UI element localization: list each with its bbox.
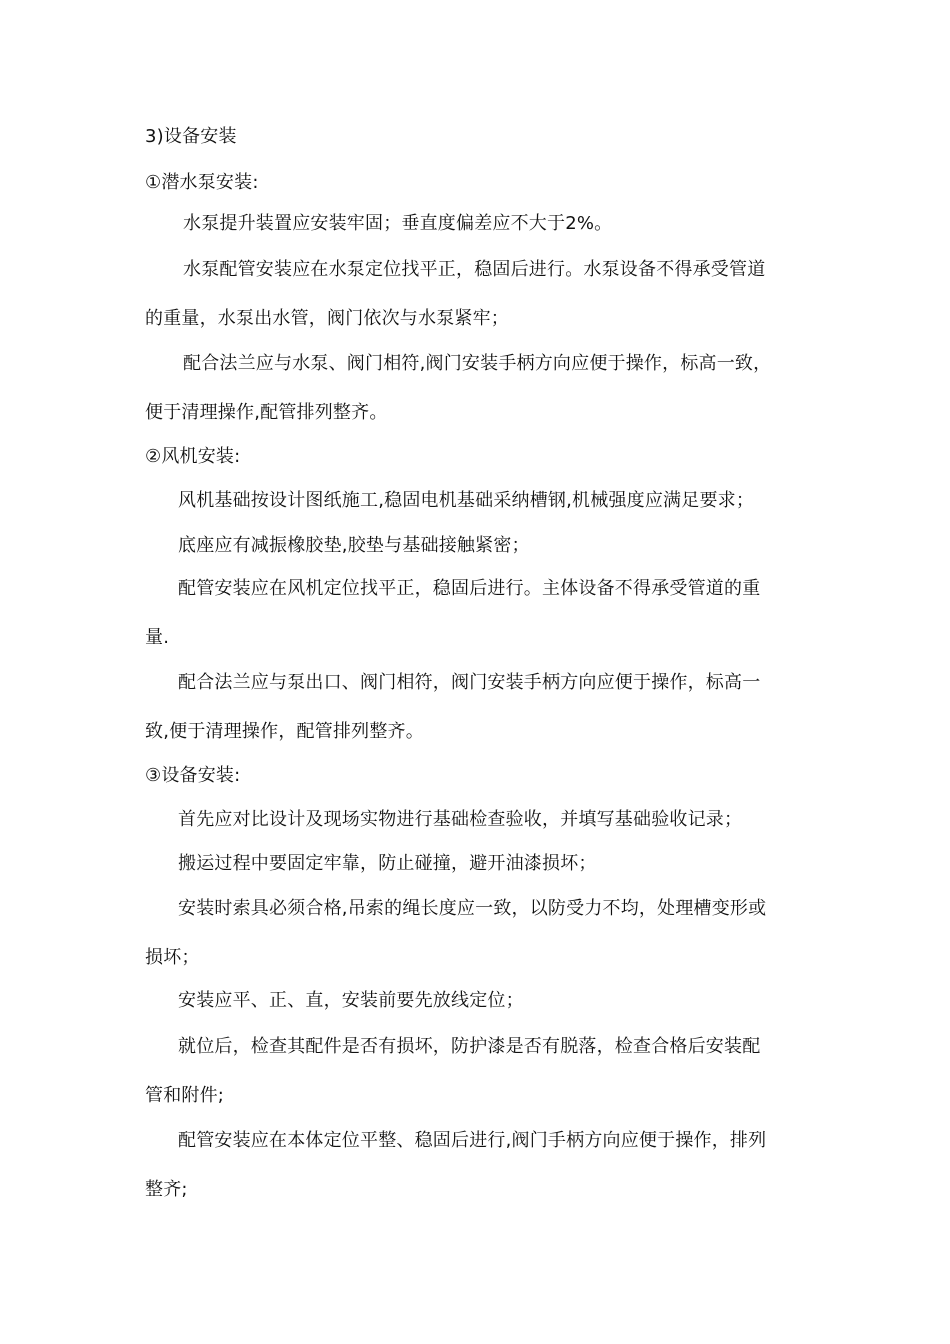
paragraph-continuation: 整齐; [145,1179,188,1200]
subsection-heading-pump: ①潜水泵安装: [145,172,259,193]
paragraph-continuation: 量. [145,627,170,648]
paragraph: 底座应有减振橡胶垫,胶垫与基础接触紧密； [178,535,530,556]
paragraph-continuation: 损坏； [145,947,200,968]
paragraph: 风机基础按设计图纸施工,稳固电机基础采纳槽钢,机械强度应满足要求； [178,490,755,511]
paragraph-continuation: 的重量，水泵出水管，阀门依次与水泵紧牢； [145,308,509,329]
paragraph: 安装应平、正、直，安装前要先放线定位； [178,990,524,1011]
paragraph: 配合法兰应与泵出口、阀门相符，阀门安装手柄方向应便于操作，标高一 [178,672,761,693]
subsection-heading-fan: ②风机安装: [145,446,241,467]
paragraph: 搬运过程中要固定牢靠，防止碰撞，避开油漆损坏； [178,853,597,874]
paragraph: 首先应对比设计及现场实物进行基础检查验收，并填写基础验收记录； [178,809,743,830]
paragraph: 就位后，检查其配件是否有损坏，防护漆是否有脱落，检查合格后安装配 [178,1036,761,1057]
paragraph: 配管安装应在风机定位找平正，稳固后进行。主体设备不得承受管道的重 [178,578,761,599]
paragraph: 配合法兰应与水泵、阀门相符,阀门安装手柄方向应便于操作，标高一致， [183,353,772,374]
subsection-heading-equipment: ③设备安装: [145,765,241,786]
paragraph-continuation: 致,便于清理操作，配管排列整齐。 [145,721,424,742]
paragraph: 安装时索具必须合格,吊索的绳长度应一致，以防受力不均，处理槽变形或 [178,898,767,919]
section-title: 3)设备安装 [145,126,237,147]
paragraph: 配管安装应在本体定位平整、稳固后进行,阀门手柄方向应便于操作，排列 [178,1130,767,1151]
paragraph: 水泵提升装置应安装牢固；垂直度偏差应不大于2%。 [183,213,613,234]
paragraph: 水泵配管安装应在水泵定位找平正，稳固后进行。水泵设备不得承受管道 [183,259,766,280]
paragraph-continuation: 便于清理操作,配管排列整齐。 [145,402,388,423]
paragraph-continuation: 管和附件; [145,1085,225,1106]
